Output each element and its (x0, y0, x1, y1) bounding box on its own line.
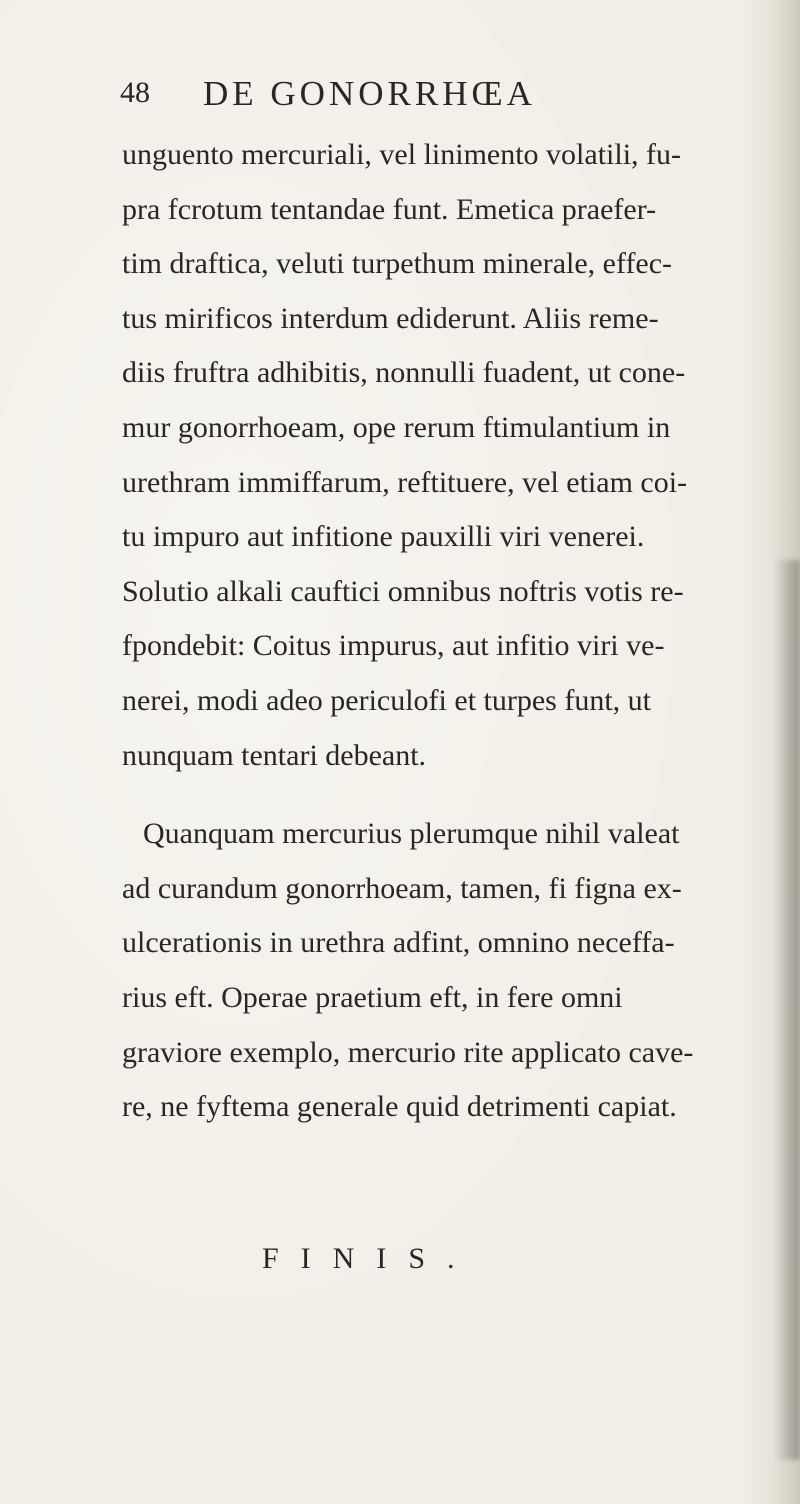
finis-closing: FINIS. (262, 1242, 477, 1275)
text-line: tus mirificos interdum ediderunt. Aliis reme- (122, 301, 659, 335)
text-line: ad curandum gonorrhoeam, tamen, fi figna ex- (122, 871, 682, 905)
text-line: nunquam tentari debeant. (122, 738, 427, 772)
page-header (0, 74, 800, 114)
text-line: ulcerationis in urethra adfint, omnino neceffa- (122, 926, 675, 960)
text-line: mur gonorrhoeam, ope rerum ftimulantium in (122, 410, 671, 444)
paragraph (122, 128, 762, 783)
text-line: nerei, modi adeo periculofi et turpes funt, ut (122, 683, 651, 717)
text-line: re, ne fyftema generale quid detrimenti capiat. (122, 1090, 677, 1124)
text-line: Solutio alkali cauftici omnibus noftris votis re- (122, 574, 684, 608)
text-line: rius eft. Operae praetium eft, in fere omni (122, 980, 623, 1014)
body-text (122, 128, 762, 1135)
text-line: urethram immiffarum, reftituere, vel etiam coi- (122, 465, 688, 499)
page-edge-stain (774, 560, 800, 1460)
text-line: tim draftica, veluti turpethum minerale, effec- (122, 247, 673, 281)
running-title: DE GONORRHŒA (203, 74, 536, 113)
text-line: tu impuro aut infitione pauxilli viri venerei. (122, 520, 645, 554)
text-line: fpondebit: Coitus impurus, aut infitio viri ve- (122, 629, 665, 663)
paragraph-gap (122, 783, 762, 807)
text-line: diis fruftra adhibitis, nonnulli fuadent, ut cone- (122, 356, 686, 390)
text-line: Quanquam mercurius plerumque nihil valeat (143, 817, 680, 851)
text-line: unguento mercuriali, vel linimento volatili, fu- (122, 138, 682, 171)
paragraph (122, 807, 762, 1135)
text-line: graviore exemplo, mercurio rite applicato cave- (122, 1035, 694, 1069)
text-line: pra fcrotum tentandae funt. Emetica praefer- (122, 192, 657, 226)
page-number: 48 (120, 76, 150, 109)
